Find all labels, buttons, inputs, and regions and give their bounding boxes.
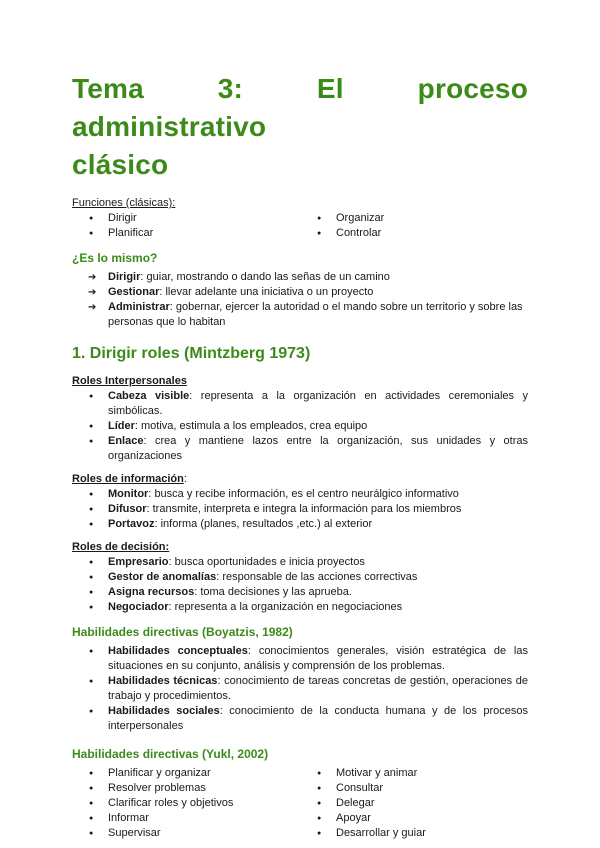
list-item <box>72 502 528 517</box>
decision-label: Roles de decisión: <box>72 541 170 553</box>
list-item <box>72 434 528 464</box>
interpersonales-label: Roles Interpersonales <box>72 375 187 387</box>
term: Enlace <box>108 435 144 447</box>
list-item <box>72 644 528 674</box>
interpersonales-list <box>72 389 528 464</box>
list-item: ● Controlar <box>300 226 528 241</box>
informacion-label: Roles de información <box>72 473 184 485</box>
list-item: ● Planificar y organizar <box>72 766 300 781</box>
term: Cabeza visible <box>108 390 190 402</box>
list-item <box>72 419 528 434</box>
list-item: ● Consultar <box>300 781 528 796</box>
definition: : busca y recibe información, es el centro neurálgico informativo <box>148 488 459 500</box>
term: Habilidades conceptuales <box>108 645 248 657</box>
yukl-list <box>72 766 528 841</box>
term: Gestor de anomalías <box>108 571 217 583</box>
definition: : conocimiento de la conducta humana y de los procesos interpersonales <box>108 705 529 732</box>
title-line-2: clásico <box>72 149 169 180</box>
yukl-right <box>300 766 528 841</box>
decision-list <box>72 555 528 615</box>
definition: : toma decisiones y las aprueba. <box>194 586 352 598</box>
list-item: ● Clarificar roles y objetivos <box>72 796 300 811</box>
term: Empresario <box>108 556 169 568</box>
definition: : responsable de las acciones correctivas <box>216 571 418 583</box>
list-item <box>72 517 528 532</box>
list-item <box>72 704 528 734</box>
definition: : representa a la organización en actividades ceremoniales y simbólicas. <box>108 390 528 417</box>
term: Líder <box>108 420 135 432</box>
document-page <box>72 70 528 841</box>
term: Habilidades sociales <box>108 705 220 717</box>
term: Negociador <box>108 601 169 613</box>
list-item: ● Resolver problemas <box>72 781 300 796</box>
term: Gestionar <box>108 286 160 298</box>
list-item <box>72 600 528 615</box>
term: Portavoz <box>108 518 155 530</box>
definition: : llevar adelante una iniciativa o un proyecto <box>159 286 374 298</box>
definition: : crea y mantiene lazos entre la organización, sus unidades y otras organizaciones <box>108 435 528 462</box>
term: Administrar <box>108 301 170 313</box>
list-item: ● Desarrollar y guiar <box>300 826 528 841</box>
list-item <box>72 300 528 330</box>
list-item <box>72 270 528 285</box>
definition: : gobernar, ejercer la autoridad o el mando sobre un territorio y sobre las personas que lo habitan <box>108 301 523 328</box>
definition: : transmite, interpreta e integra la información para los miembros <box>146 503 462 515</box>
title-line-1: Tema 3: El proceso administrativo <box>72 73 528 142</box>
list-item: ● Dirigir <box>72 211 300 226</box>
mismo-heading: ¿Es lo mismo? <box>72 251 158 265</box>
informacion-label-row <box>72 472 528 487</box>
term: Difusor <box>108 503 147 515</box>
section1-heading: 1. Dirigir roles (Mintzberg 1973) <box>72 345 311 362</box>
list-item: ● Supervisar <box>72 826 300 841</box>
funciones-label: Funciones (clásicas): <box>72 197 176 209</box>
definition: : representa a la organización en negociaciones <box>168 601 403 613</box>
informacion-label-suffix: : <box>183 473 187 485</box>
list-item: ● Planificar <box>72 226 300 241</box>
list-item <box>72 585 528 600</box>
page-title <box>72 70 528 184</box>
definition: : conocimientos generales, visión estratégica de las situaciones en su conjunto, análisis y comprensión de los problemas. <box>108 645 528 672</box>
term: Habilidades técnicas <box>108 675 218 687</box>
list-item: ● Informar <box>72 811 300 826</box>
yukl-heading: Habilidades directivas (Yukl, 2002) <box>72 747 269 761</box>
list-item: ● Organizar <box>300 211 528 226</box>
term: Dirigir <box>108 271 141 283</box>
yukl-left <box>72 766 300 841</box>
mismo-list <box>72 270 528 330</box>
list-item: ● Motivar y animar <box>300 766 528 781</box>
term: Asigna recursos <box>108 586 195 598</box>
definition: : guiar, mostrando o dando las señas de un camino <box>140 271 390 283</box>
funciones-list <box>72 211 528 241</box>
list-item <box>72 570 528 585</box>
list-item: ● Delegar <box>300 796 528 811</box>
list-item <box>72 487 528 502</box>
list-item <box>72 674 528 704</box>
definition: : informa (planes, resultados ,etc.) al exterior <box>154 518 373 530</box>
list-item <box>72 555 528 570</box>
funciones-left <box>72 211 300 241</box>
list-item <box>72 389 528 419</box>
list-item <box>72 285 528 300</box>
term: Monitor <box>108 488 149 500</box>
list-item: ● Apoyar <box>300 811 528 826</box>
informacion-list <box>72 487 528 532</box>
definition: : conocimiento de tareas concretas de gestión, operaciones de trabajo y procedimientos. <box>108 675 529 702</box>
funciones-right <box>300 211 528 241</box>
boyatzis-list <box>72 644 528 734</box>
definition: : busca oportunidades e inicia proyectos <box>168 556 365 568</box>
definition: : motiva, estimula a los empleados, crea equipo <box>134 420 368 432</box>
boyatzis-heading: Habilidades directivas (Boyatzis, 1982) <box>72 625 293 639</box>
